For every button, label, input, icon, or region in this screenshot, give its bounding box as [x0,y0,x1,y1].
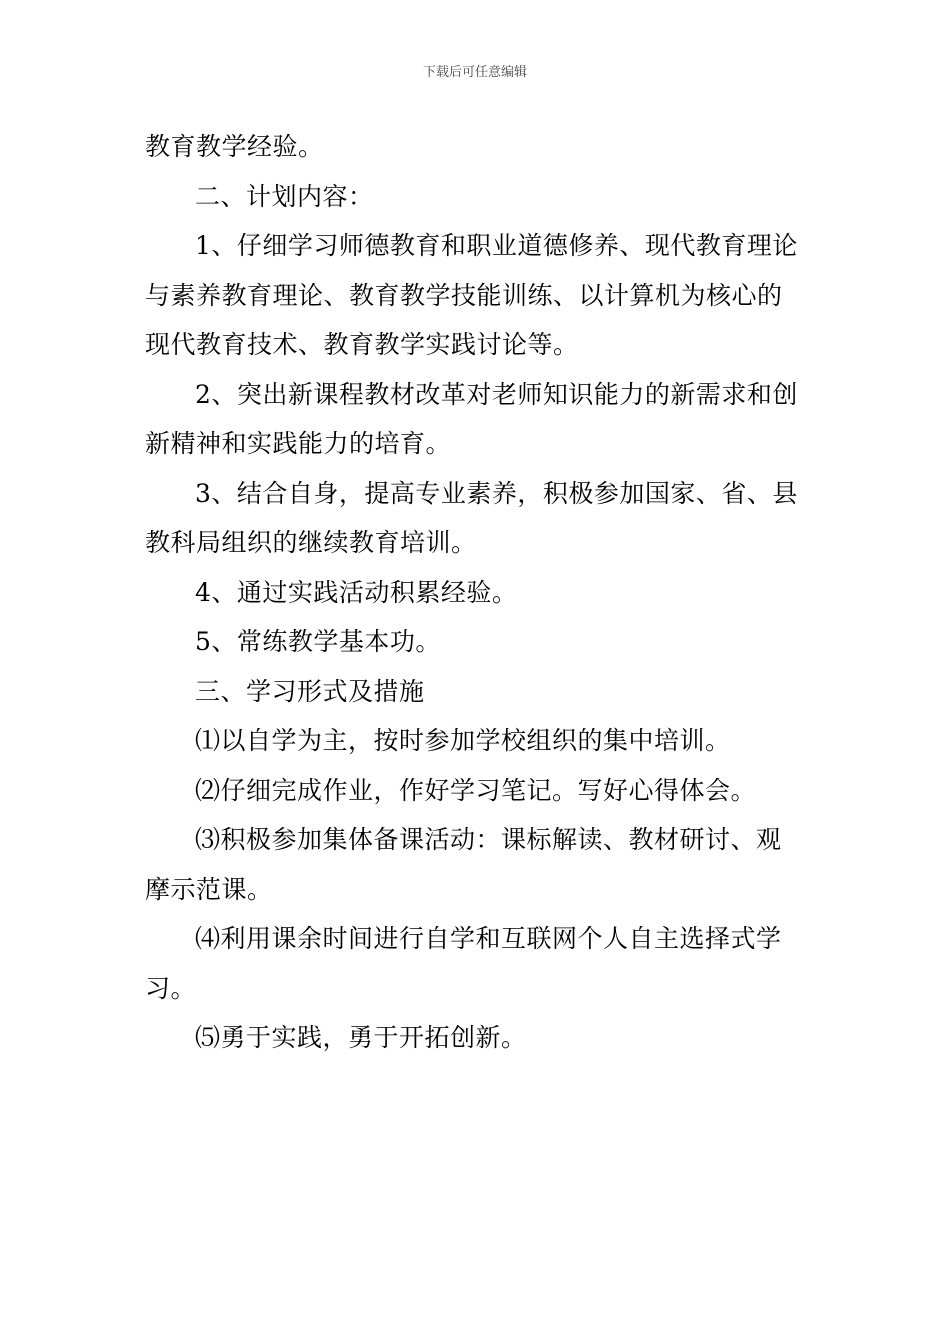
text-line: ⑵仔细完成作业，作好学习笔记。写好心得体会。 [195,775,757,805]
text-line: ⑴以自学为主，按时参加学校组织的集中培训。 [195,726,731,755]
page-header: 下载后可任意编辑 [422,65,527,80]
text-line: ⑶积极参加集体备课活动：课标解读、教材研讨、观 [195,825,782,854]
section-heading: 三、学习形式及措施 [195,676,425,706]
text-line: 1、仔细学习师德教育和职业道德修养、现代教育理论 [195,231,798,260]
text-line: 摩示范课。 [145,874,273,904]
document-body [145,122,810,1063]
text-line: 5、常练教学基本功。 [195,627,441,656]
text-line: 教育教学经验。 [145,132,324,161]
text-line: 现代教育技术、教育教学实践讨论等。 [145,330,579,359]
text-line: 新精神和实践能力的培育。 [145,429,452,458]
text-line: 与素养教育理论、教育教学技能训练、以计算机为核心的 [145,280,783,310]
section-heading: 二、计划内容： [195,181,374,211]
text-line: 习。 [145,973,197,1003]
text-line: 教科局组织的继续教育培训。 [145,528,477,557]
text-line: 3、结合自身，提高专业素养，积极参加国家、省、县 [195,478,798,508]
text-line: ⑷利用课余时间进行自学和互联网个人自主选择式学 [195,924,782,953]
text-line: 2、突出新课程教材改革对老师知识能力的新需求和创 [195,379,798,409]
text-line: 4、通过实践活动积累经验。 [195,577,518,607]
text-line: ⑸勇于实践，勇于开拓创新。 [195,1023,527,1052]
